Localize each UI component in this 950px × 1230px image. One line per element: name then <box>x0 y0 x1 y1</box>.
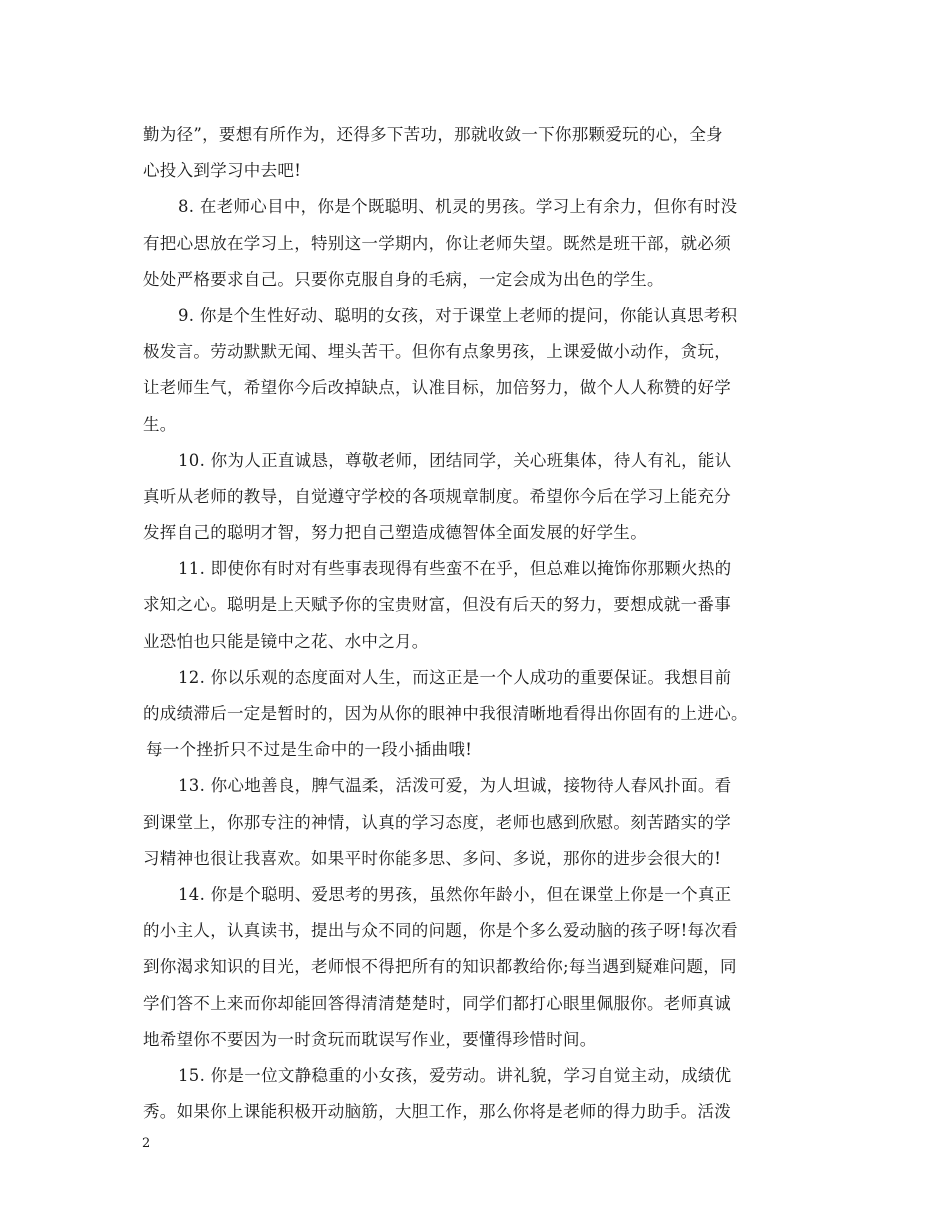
text-line: 地希望你不要因为一时贪玩而耽误写作业，要懂得珍惜时间。 <box>143 1029 597 1049</box>
text-line: 11. 即使你有时对有些事表现得有些蛮不在乎，但总难以掩饰你那颗火热的 <box>178 559 732 579</box>
text-line: 处处严格要求自己。只要你克服自身的毛病，一定会成为出色的学生。 <box>143 269 664 289</box>
text-line: 到课堂上，你那专注的神情，认真的学习态度，老师也感到欣慰。刻苦踏实的学 <box>143 812 731 832</box>
text-line: 13. 你心地善良，脾气温柔，活泼可爱，为人坦诚，接物待人春风扑面。看 <box>178 776 732 796</box>
text-line: 生。 <box>143 414 177 434</box>
text-line: 15. 你是一位文静稳重的小女孩，爱劳动。讲礼貌，学习自觉主动，成绩优 <box>178 1065 732 1085</box>
text-line: 真听从老师的教导，自觉遵守学校的各项规章制度。希望你今后在学习上能充分 <box>143 486 731 506</box>
text-line: 的成绩滞后一定是暂时的，因为从你的眼神中我很清晰地看得出你固有的上进心。 <box>143 704 748 723</box>
document-body <box>143 117 823 1130</box>
page-number: 2 <box>142 1136 151 1151</box>
text-line: 10. 你为人正直诚恳，尊敬老师，团结同学，关心班集体，待人有礼，能认 <box>178 450 732 470</box>
text-line: 的小主人，认真读书，提出与众不同的问题，你是个多么爱动脑的孩子呀!每次看 <box>143 921 738 941</box>
text-line: 8. 在老师心目中，你是个既聪明、机灵的男孩。学习上有余力，但你有时没 <box>178 197 738 217</box>
text-line: 习精神也很让我喜欢。如果平时你能多思、多问、多说，那你的进步会很大的! <box>143 848 722 868</box>
text-line: 勤为径”，要想有所作为，还得多下苦功，那就收敛一下你那颗爱玩的心，全身 <box>143 125 723 144</box>
text-line: 极发言。劳动默默无闻、埋头苦干。但你有点象男孩，上课爱做小动作，贪玩， <box>143 342 731 362</box>
text-line: 到你渴求知识的目光，老师恨不得把所有的知识都教给你;每当遇到疑难问题，同 <box>143 957 737 977</box>
text-line: 学们答不上来而你却能回答得清清楚楚时，同学们都打心眼里佩服你。老师真诚 <box>143 993 731 1013</box>
text-line: 秀。如果你上课能积极开动脑筋，大胆工作，那么你将是老师的得力助手。活泼 <box>143 1102 731 1122</box>
text-line: 9. 你是个生性好动、聪明的女孩，对于课堂上老师的提问，你能认真思考积 <box>178 305 738 325</box>
text-line: 让老师生气，希望你今后改掉缺点，认准目标，加倍努力，做个人人称赞的好学 <box>143 378 731 398</box>
text-line: 每一个挫折只不过是生命中的一段小插曲哦! <box>146 740 473 760</box>
text-line: 求知之心。聪明是上天赋予你的宝贵财富，但没有后天的努力，要想成就一番事 <box>143 595 731 615</box>
text-line: 业恐怕也只能是镜中之花、水中之月。 <box>143 631 429 651</box>
text-line: 12. 你以乐观的态度面对人生，而这正是一个人成功的重要保证。我想目前 <box>178 667 732 687</box>
text-line: 有把心思放在学习上，特别这一学期内，你让老师失望。既然是班干部，就必须 <box>143 233 731 253</box>
text-line: 发挥自己的聪明才智，努力把自己塑造成德智体全面发展的好学生。 <box>143 523 647 543</box>
text-line: 14. 你是个聪明、爱思考的男孩，虽然你年龄小，但在课堂上你是一个真正 <box>178 884 732 904</box>
text-line: 心投入到学习中去吧! <box>143 161 302 181</box>
